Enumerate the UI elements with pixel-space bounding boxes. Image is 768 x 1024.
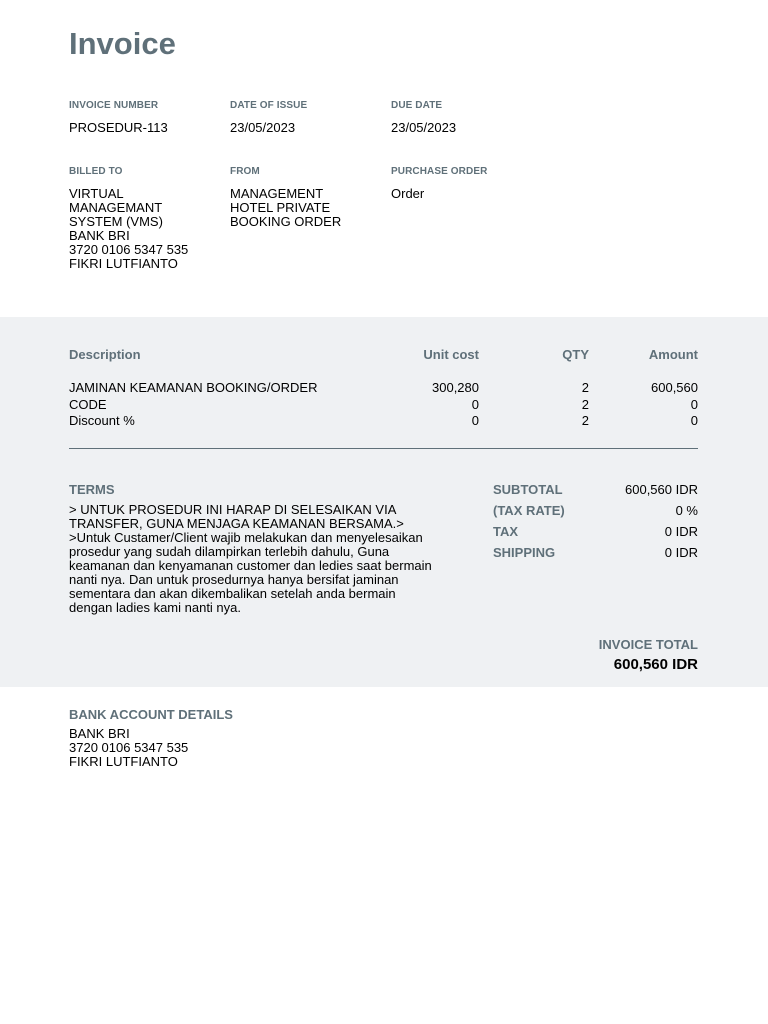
tax-value: 0 IDR <box>664 524 698 539</box>
table-row <box>0 414 768 431</box>
row-unit-cost: 300,280 <box>432 380 479 395</box>
row-description: CODE <box>69 397 107 412</box>
bank-account-label: BANK ACCOUNT DETAILS <box>69 707 233 722</box>
row-unit-cost: 0 <box>471 413 479 428</box>
row-amount: 0 <box>690 413 698 428</box>
tax-rate-value: 0 % <box>675 503 698 518</box>
row-amount: 600,560 <box>651 380 698 395</box>
invoice-number-label: INVOICE NUMBER <box>69 100 159 111</box>
row-qty: 2 <box>581 397 589 412</box>
billed-to-label: BILLED TO <box>69 166 123 177</box>
amount-header: Amount <box>648 347 698 362</box>
row-description: Discount % <box>69 413 135 428</box>
row-qty: 2 <box>581 413 589 428</box>
table-divider <box>69 448 698 449</box>
subtotal-label: SUBTOTAL <box>493 482 563 497</box>
table-row <box>0 381 768 398</box>
shipping-value: 0 IDR <box>664 545 698 560</box>
terms-label: TERMS <box>69 482 115 497</box>
invoice-total-label: INVOICE TOTAL <box>598 637 698 652</box>
row-description: JAMINAN KEAMANAN BOOKING/ORDER <box>69 380 318 395</box>
purchase-order-label: PURCHASE ORDER <box>391 166 488 177</box>
description-header: Description <box>69 347 141 362</box>
terms-text: > UNTUK PROSEDUR INI HARAP DI SELESAIKAN VIA TRANSFER, GUNA MENJAGA KEAMANAN BERSAMA.> >Untuk Custamer/Client wajib melakukan dan menyelesaikan prosedur yang sudah dilampirkan terlebih dahulu, Guna keamanan dan kenyamanan customer dan ledies saat bermain nanti nya. Dan untuk prosedurnya hanya bersifat jaminan sementara dan akan dikembalikan setelah anda bermain dengan ladies kami nanti nya. <box>69 502 432 615</box>
purchase-order-value: Order <box>391 186 425 201</box>
tax-label: TAX <box>493 524 519 539</box>
invoice-total-value: 600,560 IDR <box>613 656 698 673</box>
billed-to-value: VIRTUAL MANAGEMANT SYSTEM (VMS) BANK BRI 3720 0106 5347 535 FIKRI LUTFIANTO <box>69 186 189 271</box>
from-value: MANAGEMENT HOTEL PRIVATE BOOKING ORDER <box>230 186 342 229</box>
row-qty: 2 <box>581 380 589 395</box>
row-amount: 0 <box>690 397 698 412</box>
due-date-label: DUE DATE <box>391 100 443 111</box>
invoice-title: Invoice <box>69 26 176 61</box>
shipping-label: SHIPPING <box>493 545 556 560</box>
subtotal-value: 600,560 IDR <box>625 482 698 497</box>
bank-account-details: BANK BRI 3720 0106 5347 535 FIKRI LUTFIANTO <box>69 726 189 769</box>
date-of-issue-value: 23/05/2023 <box>230 120 296 135</box>
date-of-issue-label: DATE OF ISSUE <box>230 100 308 111</box>
invoice-number-value: PROSEDUR-113 <box>69 120 168 135</box>
tax-rate-label: (TAX RATE) <box>493 503 565 518</box>
due-date-value: 23/05/2023 <box>391 120 457 135</box>
row-unit-cost: 0 <box>471 397 479 412</box>
unit-cost-header: Unit cost <box>423 347 479 362</box>
qty-header: QTY <box>562 347 589 362</box>
from-label: FROM <box>230 166 260 177</box>
